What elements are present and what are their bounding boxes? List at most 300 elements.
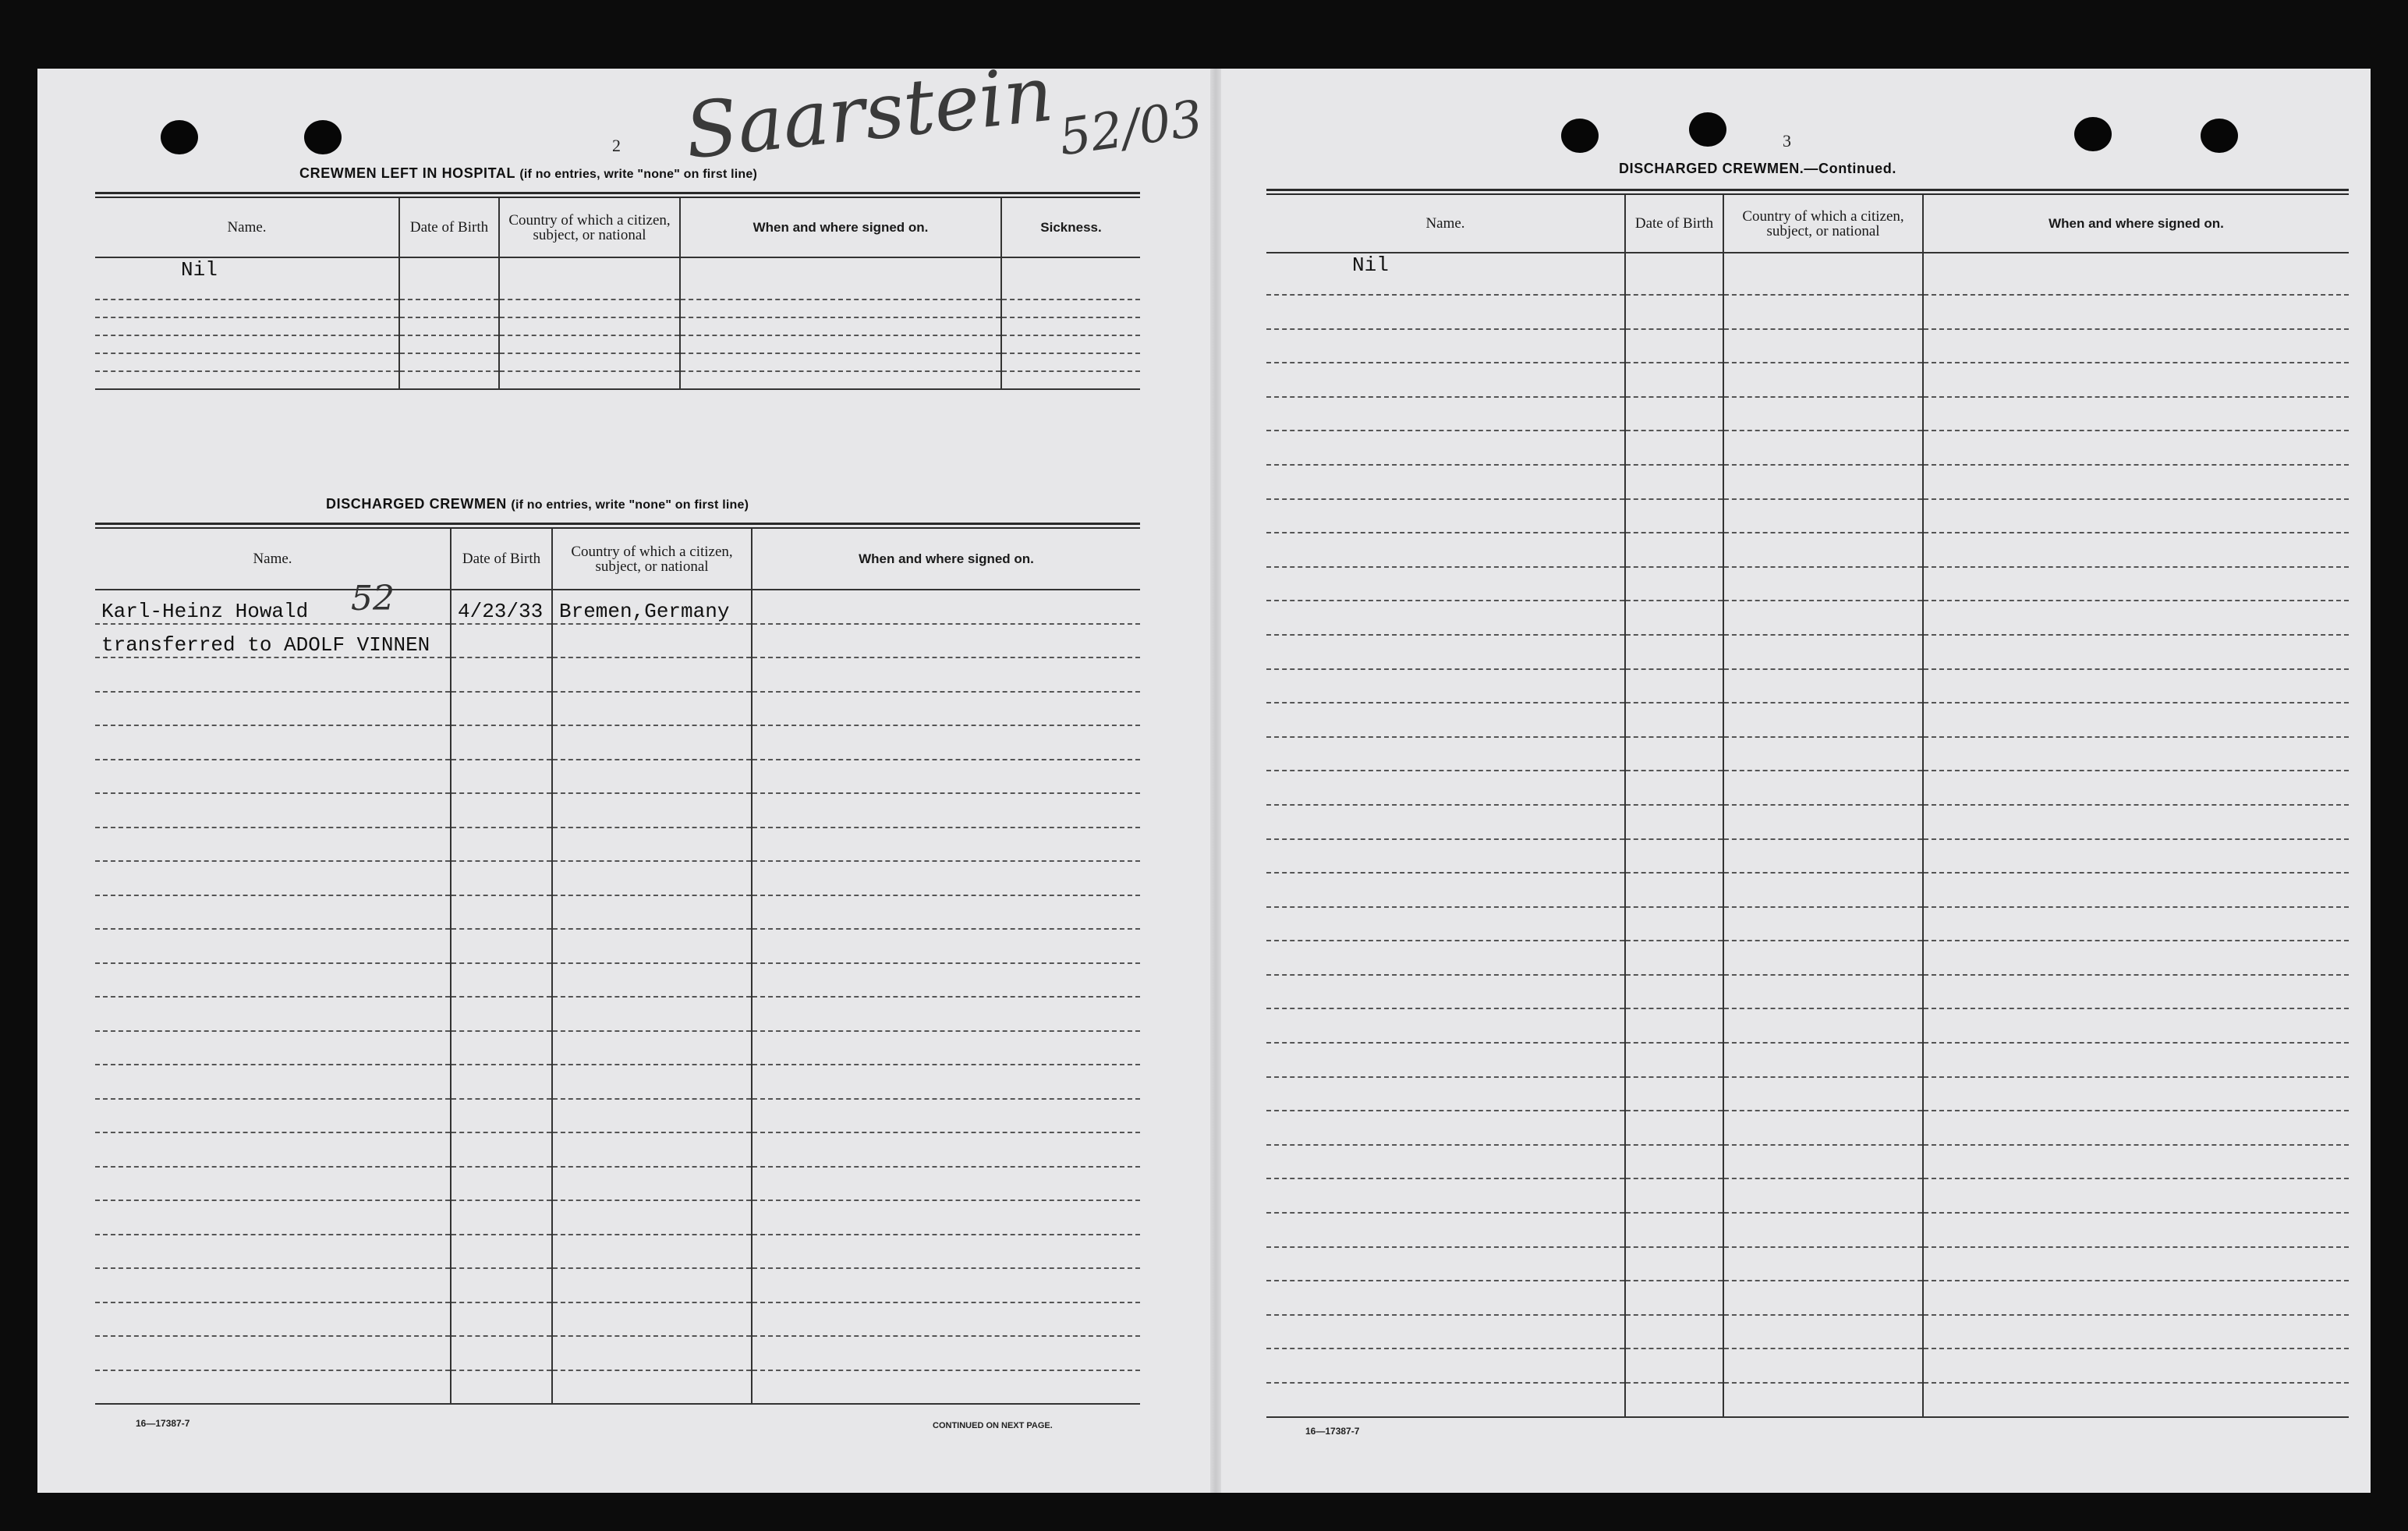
discharged-section-title: DISCHARGED CREWMEN (if no entries, write "none" on first line) [326,496,749,512]
table-row [95,692,1140,726]
table-cell [1001,299,1140,317]
document-sheet [37,49,2371,1493]
table-cell [1923,1348,2349,1383]
table-cell [1723,1315,1923,1349]
table-row [1266,1247,2349,1281]
table-cell [499,317,680,335]
table-cell [1923,771,2349,805]
table-cell [1266,1077,1625,1111]
table-cell [95,1268,451,1302]
table-cell [680,257,1001,299]
table-row [1266,703,2349,737]
table-cell [1923,1043,2349,1077]
table-cell [499,335,680,353]
table-row [1266,1315,2349,1349]
hospital-section-title: CREWMEN LEFT IN HOSPITAL (if no entries, write "none" on first line) [299,165,758,181]
left-footer-form-number: 16—17387-7 [136,1418,190,1429]
column-header: Sickness. [1001,198,1140,257]
table-cell [95,1235,451,1269]
table-cell [752,590,1140,624]
table-cell [1625,1281,1723,1315]
punch-hole [304,120,342,154]
right-page-number: 3 [1783,131,1791,151]
table-cell [1923,363,2349,397]
table-row [1266,1008,2349,1043]
table-cell [1266,1247,1625,1281]
table-cell [95,299,399,317]
table-cell [1723,1077,1923,1111]
table-cell [1723,601,1923,635]
table-cell [1723,499,1923,533]
table-cell [1266,805,1625,839]
table-cell [752,1268,1140,1302]
table-cell [752,861,1140,895]
table-cell [680,335,1001,353]
table-cell [451,929,552,963]
table-cell [1923,839,2349,874]
table-cell [1625,669,1723,703]
table-cell [1923,601,2349,635]
table-cell [552,1099,752,1133]
table-cell [451,725,552,760]
table-row [1266,1111,2349,1145]
table-cell [552,692,752,726]
table-cell [680,317,1001,335]
table-cell [95,793,451,828]
table-row [1266,975,2349,1009]
table-cell [1923,975,2349,1009]
table-row [1266,253,2349,295]
table-cell [1001,353,1140,371]
table-row [1266,1043,2349,1077]
punch-hole [161,120,198,154]
table-cell [1266,941,1625,975]
table-cell [1923,1213,2349,1247]
table-cell [1923,737,2349,771]
table-cell [1723,329,1923,363]
table-cell [1625,465,1723,499]
table-cell [1625,329,1723,363]
table-cell [1266,1145,1625,1179]
table-cell: Nil [1266,253,1625,295]
table-cell [1723,431,1923,465]
table-cell [1266,499,1625,533]
table-cell [1923,1315,2349,1349]
table-cell [1266,771,1625,805]
table-cell [95,1370,451,1405]
table-cell [752,1167,1140,1201]
table-cell [1625,1111,1723,1145]
table-cell [552,760,752,794]
table-cell [451,1167,552,1201]
table-row [1266,669,2349,703]
right-footer-form-number: 16—17387-7 [1305,1426,1360,1437]
table-row [95,1336,1140,1370]
table-cell [1266,703,1625,737]
table-cell [1723,1111,1923,1145]
table-row [95,895,1140,930]
table-cell [1625,907,1723,941]
table-cell [1723,253,1923,295]
table-cell [1625,1348,1723,1383]
table-cell [1923,873,2349,907]
table-cell [1723,873,1923,907]
table-cell [552,828,752,862]
table-row [1266,431,2349,465]
column-header: Country of which a citizen, subject, or national [499,198,680,257]
table-row [95,1099,1140,1133]
table-cell [552,624,752,658]
table-cell [1266,975,1625,1009]
table-cell [499,299,680,317]
table-cell: 4/23/33 [451,590,552,624]
table-row [95,1302,1140,1337]
table-cell [752,793,1140,828]
table-cell [451,1370,552,1405]
table-cell [499,371,680,389]
table-cell [1266,907,1625,941]
table-cell [1266,1281,1625,1315]
table-row [1266,295,2349,329]
table-cell [1266,873,1625,907]
table-row [1266,1281,2349,1315]
table-cell [1923,567,2349,601]
table-row [95,793,1140,828]
table-row [1266,533,2349,567]
table-cell [451,760,552,794]
table-cell [1001,371,1140,389]
table-cell [1923,1383,2349,1417]
table-row [95,828,1140,862]
table-cell [1723,1008,1923,1043]
table-cell [451,1200,552,1235]
table-row [95,317,1140,335]
table-cell [1266,669,1625,703]
reference-handwriting: 52/03 [1055,90,1206,168]
table-cell [399,335,499,353]
table-row [1266,635,2349,669]
table-cell [1625,839,1723,874]
table-cell [552,1065,752,1099]
table-row [95,1132,1140,1167]
table-cell [1723,363,1923,397]
hospital-table [95,198,1140,390]
table-cell [451,1065,552,1099]
table-cell [1625,771,1723,805]
table-cell [1723,1145,1923,1179]
table-cell [1723,669,1923,703]
column-header: Name. [95,198,399,257]
table-cell [1923,703,2349,737]
table-cell [1923,941,2349,975]
table-cell [399,299,499,317]
table-cell [1266,397,1625,431]
table-cell [1923,1111,2349,1145]
table-cell [1723,1213,1923,1247]
table-cell [1723,941,1923,975]
right-section-title: DISCHARGED CREWMEN.—Continued. [1619,161,1896,176]
table-cell [95,828,451,862]
table-cell [1266,1178,1625,1213]
table-cell [1625,1077,1723,1111]
table-cell: Nil [95,257,399,299]
table-row [95,1268,1140,1302]
table-row [95,1200,1140,1235]
table-cell [752,624,1140,658]
table-cell [95,1099,451,1133]
table-row [1266,1178,2349,1213]
table-cell [95,1132,451,1167]
table-cell [95,657,451,692]
table-row [95,725,1140,760]
table-cell [95,725,451,760]
table-row [95,963,1140,998]
table-cell [95,1031,451,1065]
table-cell [95,335,399,353]
table-cell [1923,499,2349,533]
table-cell [95,861,451,895]
table-cell [1625,1008,1723,1043]
table-cell [552,793,752,828]
table-cell [552,997,752,1031]
table-cell [1723,1281,1923,1315]
right-discharged-table [1266,195,2349,1418]
table-cell [752,725,1140,760]
table-cell [1723,805,1923,839]
table-cell [1625,363,1723,397]
table-cell [1723,567,1923,601]
table-cell [752,1370,1140,1405]
table-cell [1266,635,1625,669]
table-row [95,929,1140,963]
table-cell [552,861,752,895]
table-row [1266,601,2349,635]
table-cell [95,1167,451,1201]
discharged-top-rule [95,523,1140,525]
table-row [1266,873,2349,907]
table-cell [1625,1178,1723,1213]
table-cell [752,1235,1140,1269]
table-row [1266,771,2349,805]
table-cell [95,1336,451,1370]
table-row [1266,363,2349,397]
page-fold [1210,69,1221,1493]
table-cell [1723,1383,1923,1417]
table-cell [95,1200,451,1235]
table-cell [1923,533,2349,567]
table-row [1266,329,2349,363]
table-cell [1625,1315,1723,1349]
table-cell [752,1336,1140,1370]
table-row [95,624,1140,658]
table-cell [1723,1348,1923,1383]
column-header: When and where signed on. [1923,195,2349,253]
table-row [95,657,1140,692]
table-cell [451,895,552,930]
table-row [95,1235,1140,1269]
table-cell [1625,397,1723,431]
table-cell [1266,1111,1625,1145]
table-cell [1625,1247,1723,1281]
table-cell [752,1031,1140,1065]
table-cell [1923,805,2349,839]
table-cell [499,257,680,299]
table-cell [1923,669,2349,703]
table-cell [1723,737,1923,771]
table-cell [1923,1178,2349,1213]
table-row [1266,397,2349,431]
table-cell: Bremen,Germany [552,590,752,624]
table-cell [680,371,1001,389]
hospital-top-rule [95,192,1140,194]
table-cell [499,353,680,371]
table-cell [1923,253,2349,295]
table-cell [1923,295,2349,329]
table-row [1266,1348,2349,1383]
table-cell [1266,295,1625,329]
table-cell [1723,533,1923,567]
table-cell [552,1235,752,1269]
column-header: Date of Birth [399,198,499,257]
table-cell [451,624,552,658]
table-row [95,371,1140,389]
table-cell [1266,1383,1625,1417]
table-cell [95,997,451,1031]
column-header: When and where signed on. [680,198,1001,257]
table-cell [1723,465,1923,499]
table-cell [752,692,1140,726]
table-cell [1266,839,1625,874]
table-cell [1625,805,1723,839]
table-row [95,1370,1140,1405]
table-cell [1923,1145,2349,1179]
table-cell [399,317,499,335]
table-cell [552,1268,752,1302]
table-cell [752,997,1140,1031]
table-cell [552,1132,752,1167]
table-cell [1625,737,1723,771]
table-cell [95,895,451,930]
table-cell [1625,1383,1723,1417]
table-cell [552,1302,752,1337]
table-cell [1723,907,1923,941]
table-cell [1266,1008,1625,1043]
discharged-table [95,529,1140,1405]
punch-hole [2201,119,2238,153]
table-row [95,257,1140,299]
table-cell [1923,397,2349,431]
table-row [95,590,1140,624]
table-cell: transferred to ADOLF VINNEN [95,624,451,658]
table-cell [95,1065,451,1099]
table-cell [752,1302,1140,1337]
table-cell [1625,567,1723,601]
table-cell [95,760,451,794]
table-cell [552,929,752,963]
table-cell [399,371,499,389]
table-cell [752,657,1140,692]
table-cell [680,353,1001,371]
table-cell [1266,1315,1625,1349]
table-cell [1923,431,2349,465]
table-cell [752,828,1140,862]
table-cell [1923,1247,2349,1281]
table-cell [752,1099,1140,1133]
table-row [95,1031,1140,1065]
table-cell [1266,737,1625,771]
table-cell [1625,295,1723,329]
table-cell [1266,533,1625,567]
table-cell: Karl-Heinz Howald [95,590,451,624]
table-cell [1625,703,1723,737]
table-cell [1723,397,1923,431]
column-header: Name. [1266,195,1625,253]
table-cell [1723,771,1923,805]
table-cell [95,371,399,389]
table-row [1266,1077,2349,1111]
table-row [1266,805,2349,839]
table-cell [1266,1043,1625,1077]
table-row [95,335,1140,353]
punch-hole [2074,117,2112,151]
table-cell [1266,431,1625,465]
table-cell [95,963,451,998]
table-cell [451,1235,552,1269]
table-row [1266,1383,2349,1417]
table-cell [552,1031,752,1065]
table-cell [680,299,1001,317]
table-cell [95,692,451,726]
table-cell [552,963,752,998]
table-cell [552,895,752,930]
table-cell [752,1200,1140,1235]
table-row [1266,499,2349,533]
table-cell [1723,839,1923,874]
table-cell [552,725,752,760]
table-row [1266,567,2349,601]
right-top-rule [1266,189,2349,191]
table-cell [1923,1077,2349,1111]
table-cell [95,353,399,371]
table-cell [95,1302,451,1337]
table-cell [1266,1213,1625,1247]
table-cell [451,692,552,726]
table-cell [1625,253,1723,295]
column-header: Date of Birth [451,529,552,590]
table-cell [95,317,399,335]
table-cell [451,997,552,1031]
left-page-number: 2 [612,136,621,155]
table-cell [552,1370,752,1405]
column-header: Country of which a citizen, subject, or national [1723,195,1923,253]
table-cell [1625,1043,1723,1077]
table-cell [1923,635,2349,669]
punch-hole [1561,119,1599,153]
table-cell [1625,873,1723,907]
table-row [1266,465,2349,499]
table-cell [95,929,451,963]
table-cell [1723,1178,1923,1213]
table-row [95,299,1140,317]
table-cell [1001,317,1140,335]
table-cell [1001,335,1140,353]
table-cell [752,1132,1140,1167]
table-cell [1001,257,1140,299]
table-cell [1923,1008,2349,1043]
table-row [1266,1213,2349,1247]
table-cell [552,657,752,692]
table-row [95,1167,1140,1201]
